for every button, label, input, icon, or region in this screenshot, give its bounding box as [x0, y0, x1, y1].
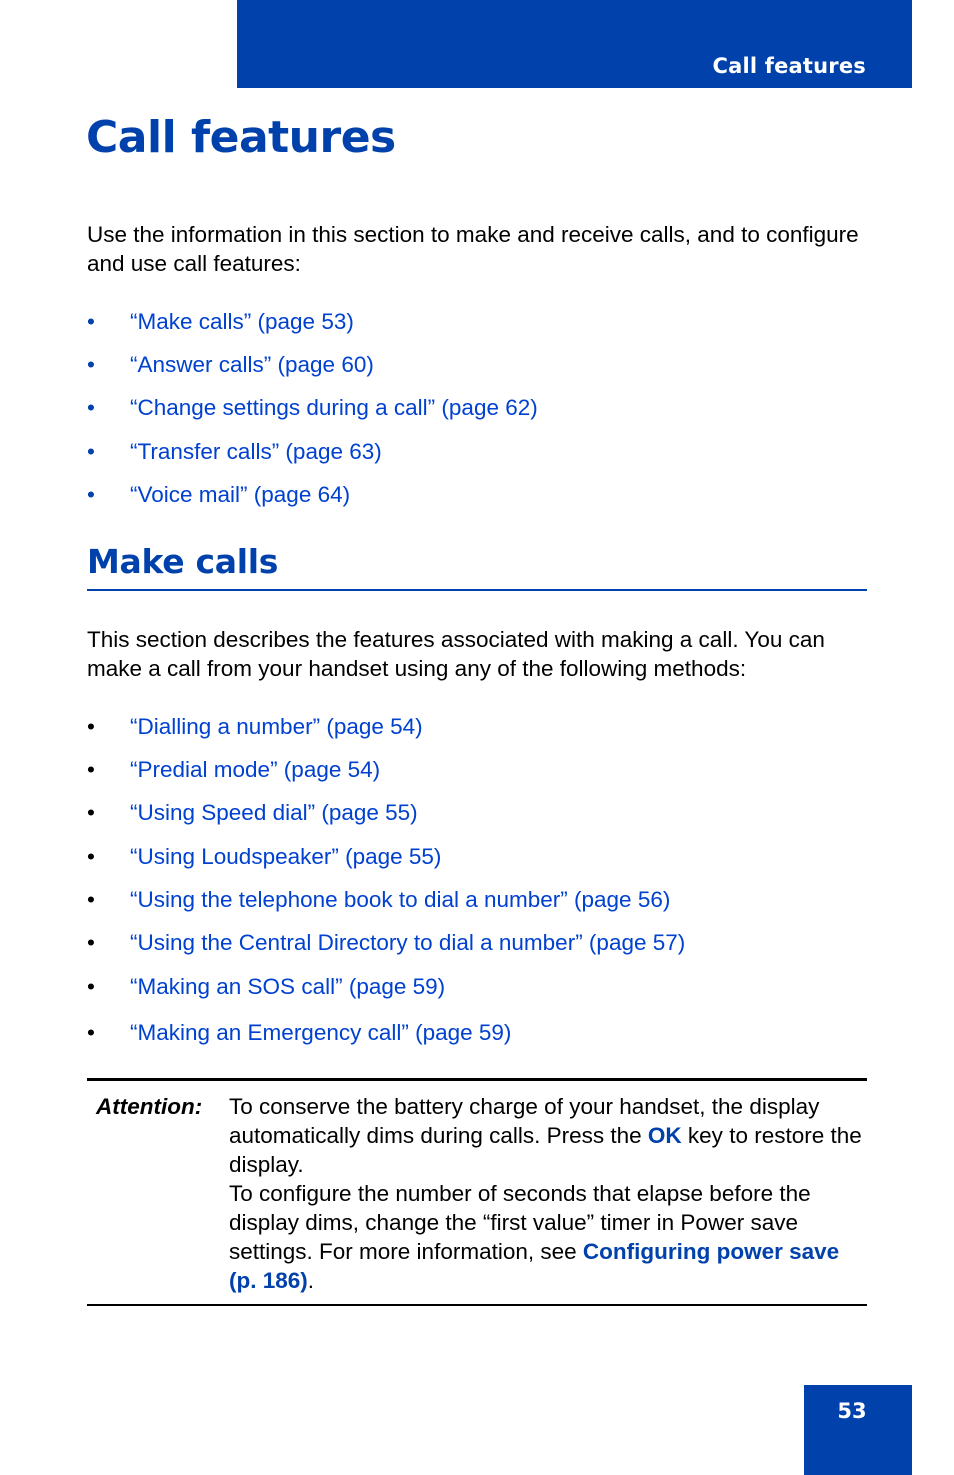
link-using-speed-dial[interactable]: “Using Speed dial” (page 55) — [130, 800, 418, 825]
section-divider — [87, 589, 867, 591]
link-telephone-book[interactable]: “Using the telephone book to dial a number” (page 56) — [130, 887, 671, 912]
link-using-loudspeaker[interactable]: “Using Loudspeaker” (page 55) — [130, 844, 442, 869]
configuring-power-save-link[interactable]: Configuring power save (p. 186) — [229, 1239, 840, 1293]
intro-text: Use the information in this section to make and receive calls, and to configure and use call features: — [87, 222, 859, 276]
attention-label: Attention: — [96, 1094, 203, 1119]
attention-paragraph-1 — [229, 1092, 865, 1179]
link-dialling-a-number[interactable]: “Dialling a number” (page 54) — [130, 714, 423, 739]
header-section-label: Call features — [712, 54, 866, 78]
bullet: • — [87, 1020, 95, 1045]
page-title: Call features — [86, 112, 396, 163]
attention-text: key to restore the display. — [229, 1123, 862, 1177]
link-predial-mode[interactable]: “Predial mode” (page 54) — [130, 757, 381, 782]
bullet: • — [87, 352, 95, 377]
attention-text: To conserve the battery charge of your handset, the display automatically dims during calls. Press the — [229, 1094, 820, 1148]
attention-bottom-rule — [87, 1304, 867, 1306]
page-number-box — [804, 1385, 912, 1475]
bullet: • — [87, 800, 95, 825]
attention-text: . — [307, 1268, 315, 1293]
make-calls-description: This section describes the features associated with making a call. You can make a call from your handset using any of the following methods: — [87, 627, 825, 681]
bullet: • — [87, 395, 95, 420]
contents-link-make-calls[interactable]: “Make calls” (page 53) — [130, 309, 354, 334]
ok-key-label: OK — [647, 1123, 682, 1148]
attention-text: To configure the number of seconds that elapse before the display dims, change the “first value” timer in Power save settings. For more information, see — [229, 1181, 811, 1264]
bullet: • — [87, 439, 95, 464]
bullet: • — [87, 714, 95, 739]
link-central-directory[interactable]: “Using the Central Directory to dial a number” (page 57) — [130, 930, 686, 955]
contents-link-voice-mail[interactable]: “Voice mail” (page 64) — [130, 482, 351, 507]
attention-top-rule — [87, 1078, 867, 1081]
bullet: • — [87, 930, 95, 955]
attention-body — [229, 1092, 865, 1295]
link-emergency-call[interactable]: “Making an Emergency call” (page 59) — [130, 1020, 512, 1045]
bullet: • — [87, 844, 95, 869]
header-bar — [237, 0, 912, 88]
bullet: • — [87, 974, 95, 999]
contents-link-answer-calls[interactable]: “Answer calls” (page 60) — [130, 352, 374, 377]
contents-link-transfer-calls[interactable]: “Transfer calls” (page 63) — [130, 439, 382, 464]
attention-paragraph-2 — [229, 1179, 865, 1295]
bullet: • — [87, 757, 95, 782]
bullet: • — [87, 309, 95, 334]
link-sos-call[interactable]: “Making an SOS call” (page 59) — [130, 974, 446, 999]
page-number: 53 — [837, 1399, 867, 1423]
section-title-make-calls: Make calls — [87, 542, 279, 581]
bullet: • — [87, 887, 95, 912]
contents-link-change-settings[interactable]: “Change settings during a call” (page 62) — [130, 395, 538, 420]
bullet: • — [87, 482, 95, 507]
